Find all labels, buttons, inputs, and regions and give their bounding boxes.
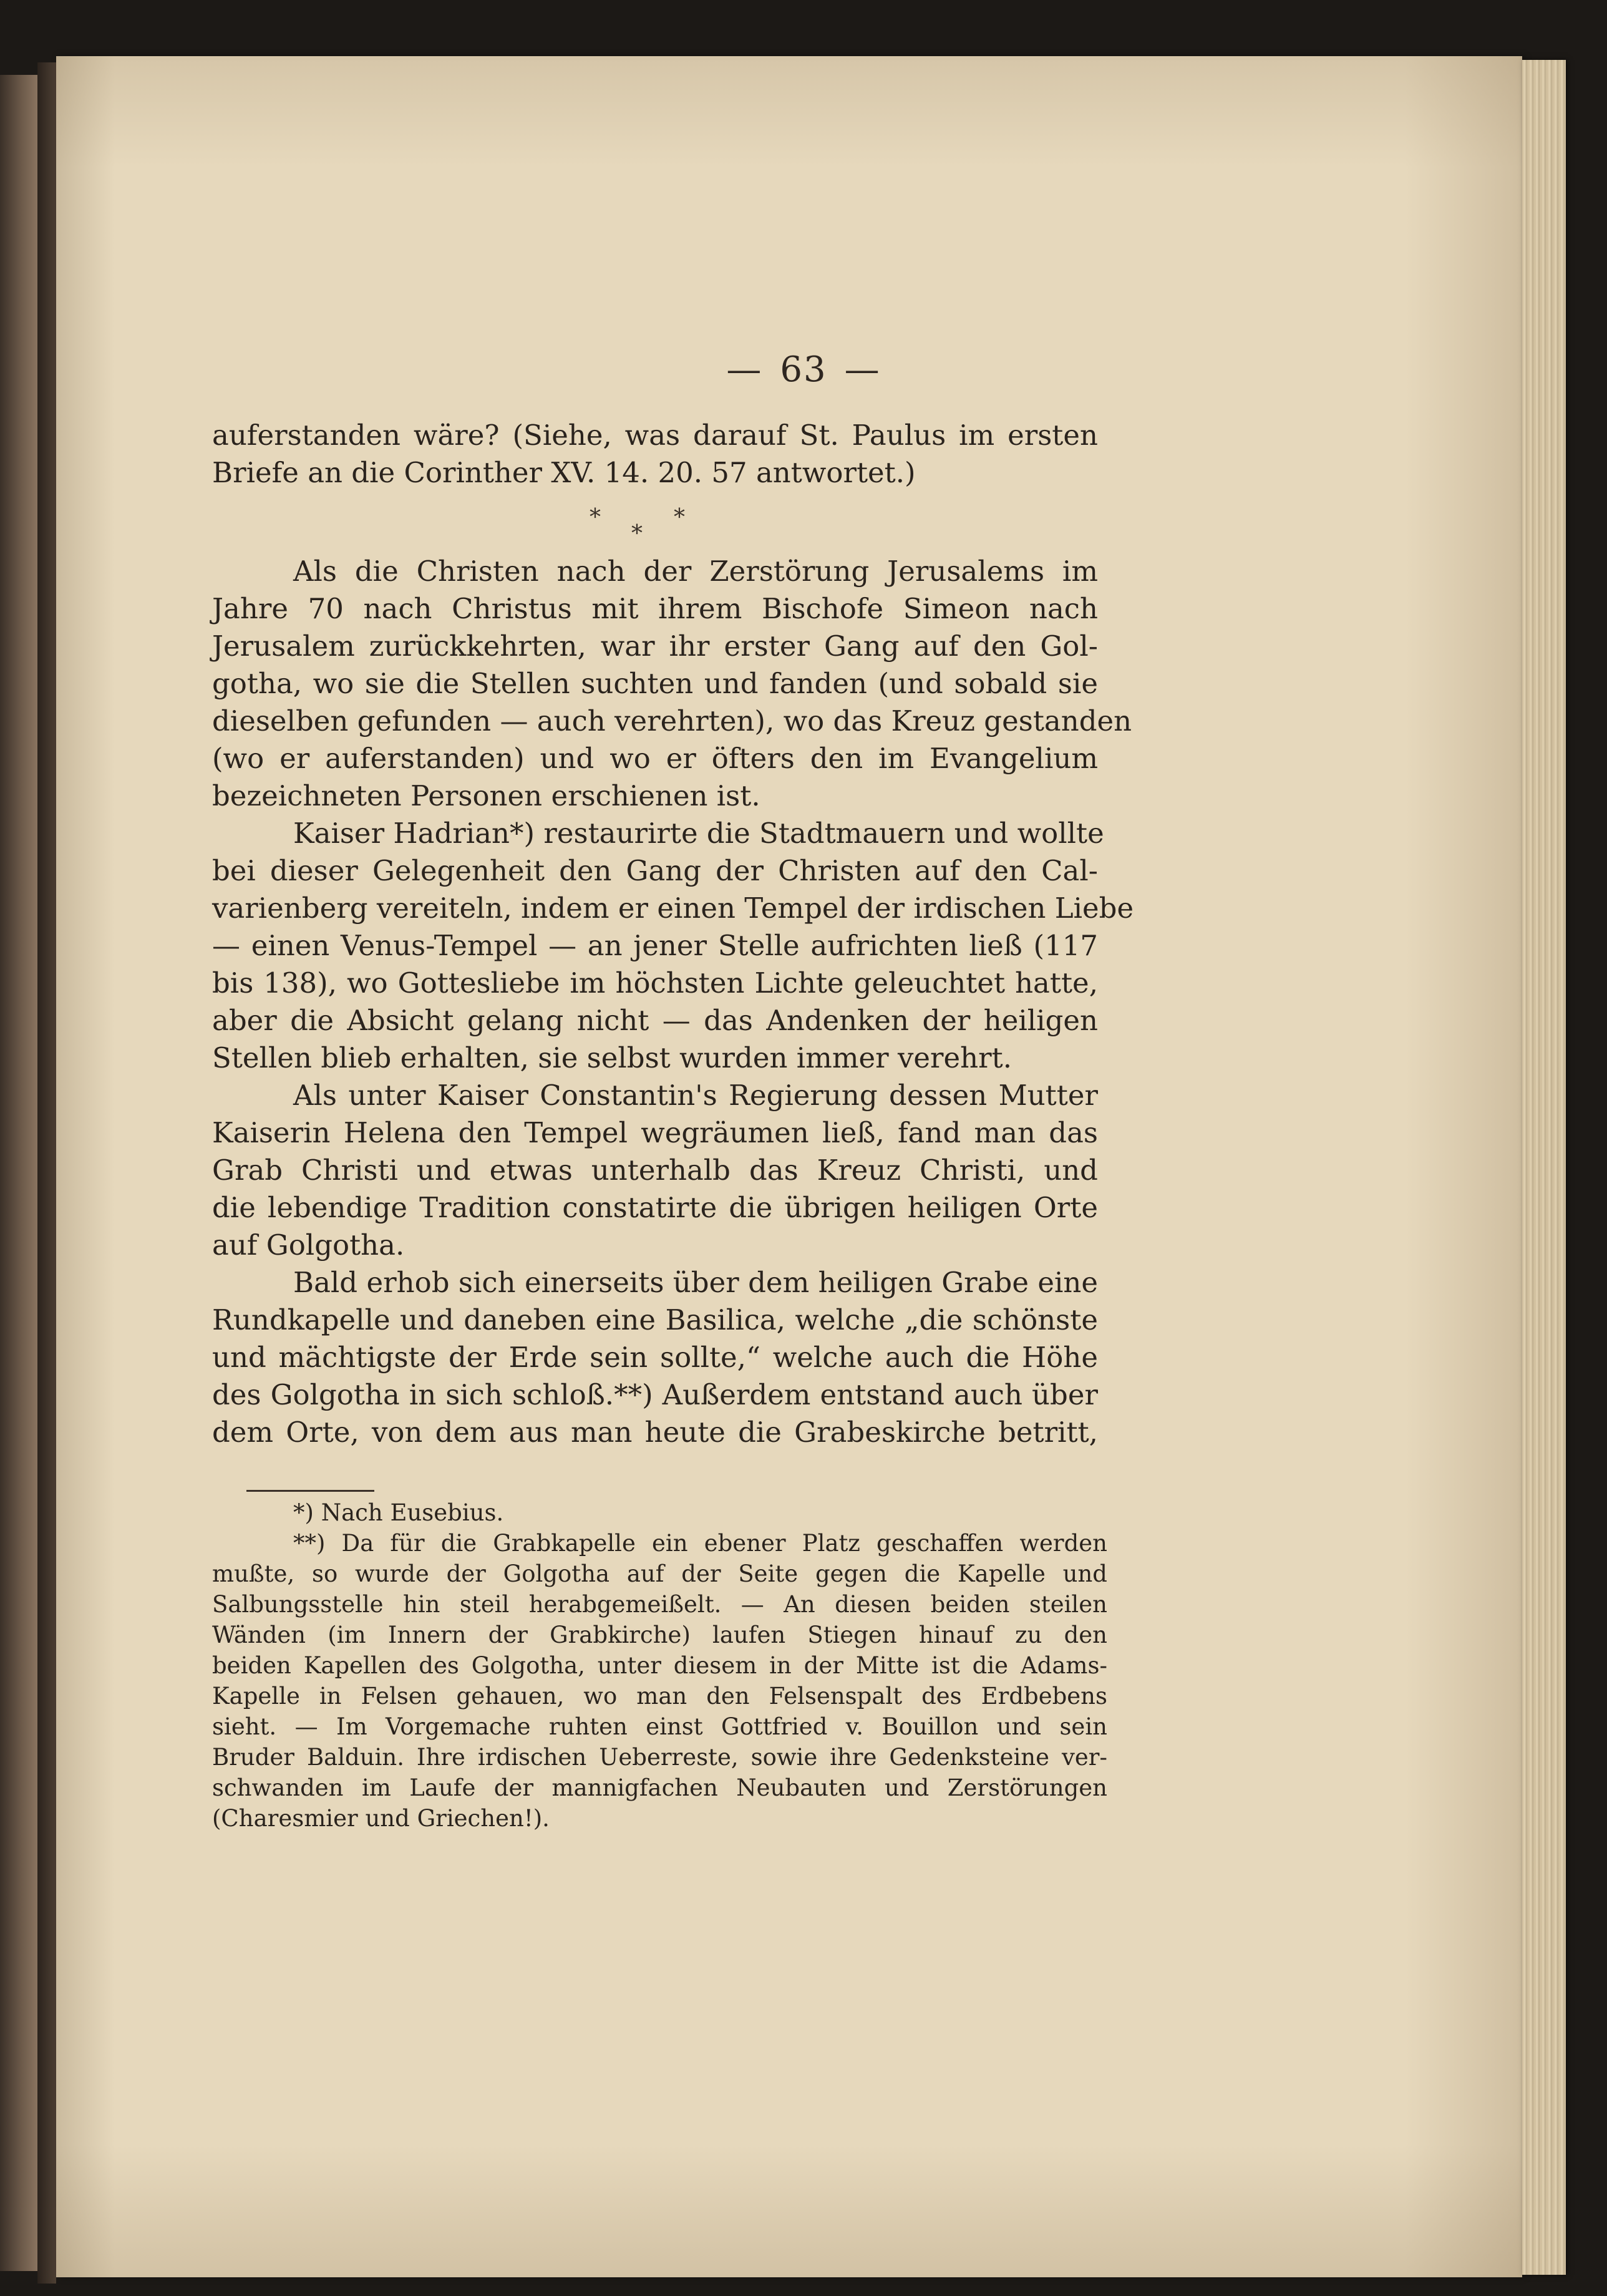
footnote-1: *) Nach Eusebius. [293, 1499, 504, 1526]
text-line: Grab Christi und etwas unterhalb das Kreuz Christi, und [212, 1154, 1098, 1187]
text-line: Kaiserin Helena den Tempel wegräumen ließ, fand man das [212, 1116, 1098, 1149]
paragraph-3 [212, 1077, 1098, 1264]
paragraph-2 [212, 815, 1134, 1077]
text-line: Bald erhob sich einerseits über dem heiligen Grabe eine [293, 1266, 1098, 1299]
text-line: Rundkapelle und daneben eine Basilica, welche „die schönste [212, 1303, 1098, 1336]
footnote-line: Kapelle in Felsen gehauen, wo man den Felsenspalt des Erdbebens [212, 1683, 1107, 1710]
text-line: Jahre 70 nach Christus mit ihrem Bischofe Simeon nach [212, 592, 1098, 625]
text-line: — einen Venus-Tempel — an jener Stelle aufrichten ließ (117 [212, 929, 1098, 962]
text-line: Stellen blieb erhalten, sie selbst wurden immer verehrt. [212, 1041, 1012, 1074]
text-line: bis 138), wo Gottesliebe im höchsten Lichte geleuchtet hatte, [212, 966, 1098, 1000]
footnote-line: schwanden im Laufe der mannigfachen Neubauten und Zerstörungen [212, 1774, 1107, 1801]
footnote-line: (Charesmier und Griechen!). [212, 1805, 550, 1832]
page-header [0, 349, 1607, 390]
left-page-edge [0, 75, 37, 2271]
text-line: Kaiser Hadrian*) restaurirte die Stadtmauern und wollte [293, 817, 1104, 850]
footnote-line: Salbungsstelle hin steil herabgemeißelt. — An diesen beiden steilen [212, 1591, 1107, 1618]
paragraph-4 [212, 1264, 1098, 1451]
text-line: und mächtigste der Erde sein sollte,“ welche auch die Höhe [212, 1341, 1098, 1374]
footnote-line: Wänden (im Innern der Grabkirche) laufen Stiegen hinauf zu den [212, 1622, 1107, 1648]
right-page-edges [1522, 60, 1566, 2275]
text-line: Jerusalem zurückkehrten, war ihr erster Gang auf den Gol- [212, 630, 1098, 663]
footnote-line: Bruder Balduin. Ihre irdischen Ueberreste, sowie ihre Gedenksteine ver- [212, 1744, 1107, 1771]
text-line: dieselben gefunden — auch verehrten), wo das Kreuz gestanden [212, 704, 1132, 737]
footnote-2 [212, 1528, 1107, 1834]
text-line: (wo er auferstanden) und wo er öfters den im Evangelium [212, 742, 1098, 775]
footnote-line: mußte, so wurde der Golgotha auf der Seite gegen die Kapelle und [212, 1560, 1107, 1587]
header-dash-right: — [844, 349, 881, 390]
text-line: bezeichneten Personen erschienen ist. [212, 779, 760, 812]
footnotes [212, 1497, 1107, 1834]
page-number: 63 [780, 349, 827, 390]
separator-star: * [674, 505, 685, 530]
separator-star: * [590, 505, 601, 530]
footnote-line: **) Da für die Grabkapelle ein ebener Platz geschaffen werden [293, 1530, 1107, 1557]
paragraph-1 [212, 553, 1132, 815]
text-line: aber die Absicht gelang nicht — das Andenken der heiligen [212, 1004, 1098, 1037]
text-line: die lebendige Tradition constatirte die übrigen heiligen Orte [212, 1191, 1098, 1224]
separator-star: * [631, 521, 643, 547]
text-line: bei dieser Gelegenheit den Gang der Christen auf den Cal- [212, 854, 1098, 887]
text-line: gotha, wo sie die Stellen suchten und fanden (und sobald sie [212, 667, 1098, 700]
text-line: des Golgotha in sich schloß.**) Außerdem entstand auch über [212, 1378, 1098, 1411]
text-line: varienberg vereiteln, indem er einen Tempel der irdischen Liebe [212, 892, 1134, 925]
footnote-line: beiden Kapellen des Golgotha, unter diesem in der Mitte ist die Adams- [212, 1652, 1107, 1679]
text-line: Als unter Kaiser Constantin's Regierung dessen Mutter [293, 1079, 1098, 1112]
header-dash-left: — [726, 349, 763, 390]
text-line: dem Orte, von dem aus man heute die Grabeskirche betritt, [212, 1416, 1098, 1449]
footnote-line: sieht. — Im Vorgemache ruhten einst Gottfried v. Bouillon und sein [212, 1713, 1107, 1740]
book-gutter [37, 62, 56, 2284]
text-line: Briefe an die Corinther XV. 14. 20. 57 antwortet.) [212, 456, 916, 489]
footnote-rule [246, 1490, 374, 1492]
text-line: auferstanden wäre? (Siehe, was darauf St. Paulus im ersten [212, 419, 1098, 452]
main-text [212, 417, 1134, 1451]
section-separator [212, 495, 1098, 552]
text-line: auf Golgotha. [212, 1228, 405, 1262]
text-line: Als die Christen nach der Zerstörung Jerusalems im [293, 555, 1098, 588]
